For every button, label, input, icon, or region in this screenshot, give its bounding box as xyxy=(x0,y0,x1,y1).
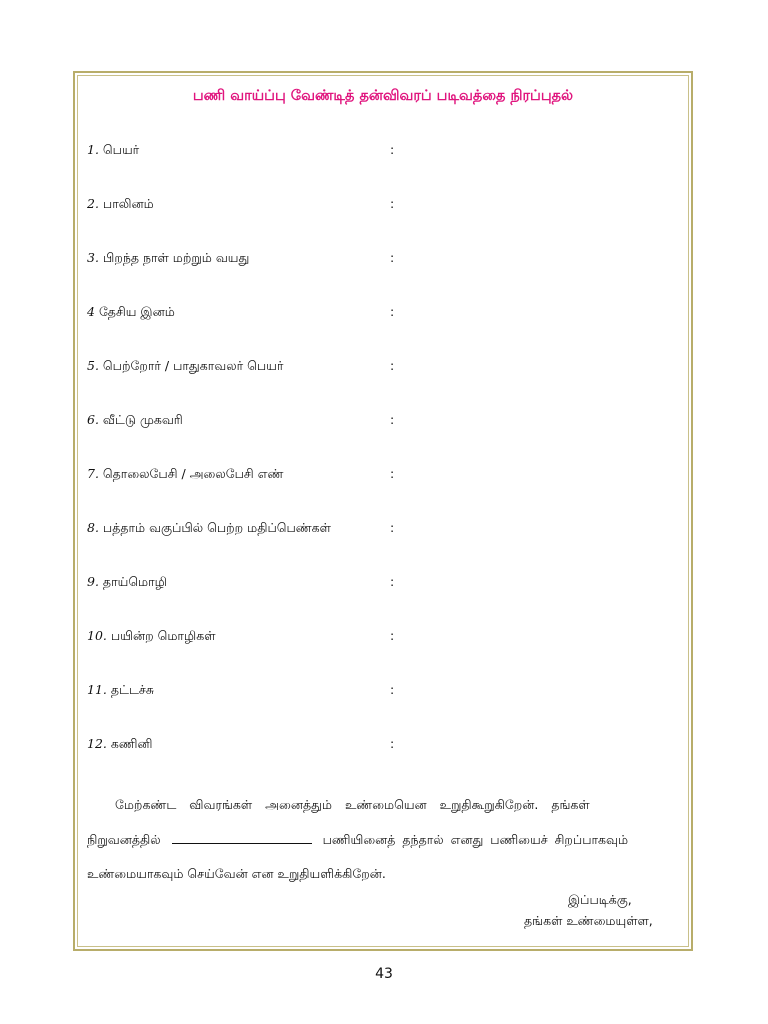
declaration-line-2-start: நிறுவனத்தில் xyxy=(87,832,161,847)
field-colon: : xyxy=(390,142,395,157)
field-label: 11. தட்டச்சு xyxy=(87,682,154,697)
declaration-line-2-end: பணியினைத் தந்தால் எனது பணியைச் சிறப்பாகவும் xyxy=(322,832,629,847)
field-row-marks xyxy=(87,518,507,538)
field-row-parent-name xyxy=(87,356,507,376)
page-number: 43 xyxy=(375,966,393,982)
field-colon: : xyxy=(390,736,395,751)
field-label: 2. பாலினம் xyxy=(87,196,154,211)
field-label: 8. பத்தாம் வகுப்பில் பெற்ற மதிப்பெண்கள் xyxy=(87,520,331,535)
field-row-typing xyxy=(87,680,507,700)
field-row-gender xyxy=(87,194,507,214)
field-row-languages xyxy=(87,626,507,646)
declaration-line-3: உண்மையாகவும் செய்வேன் என உறுதியளிக்கிறேன். xyxy=(87,866,386,881)
field-colon: : xyxy=(390,196,395,211)
field-colon: : xyxy=(390,520,395,535)
field-colon: : xyxy=(390,682,395,697)
declaration-line-2 xyxy=(87,832,684,849)
field-label: 9. தாய்மொழி xyxy=(87,574,167,589)
field-colon: : xyxy=(390,628,395,643)
field-label: 5. பெற்றோர் / பாதுகாவலர் பெயர் xyxy=(87,358,284,373)
field-label: 7. தொலைபேசி / அலைபேசி எண் xyxy=(87,466,284,481)
field-label: 1. பெயர் xyxy=(87,142,140,157)
company-name-blank xyxy=(172,833,312,844)
field-label: 4 தேசிய இனம் xyxy=(87,304,175,319)
field-label: 3. பிறந்த நாள் மற்றும் வயது xyxy=(87,250,250,265)
field-row-address xyxy=(87,410,507,430)
field-label: 6. வீட்டு முகவரி xyxy=(87,412,183,427)
field-colon: : xyxy=(390,412,395,427)
field-colon: : xyxy=(390,304,395,319)
closing-yours: இப்படிக்கு, xyxy=(568,892,632,907)
field-colon: : xyxy=(390,250,395,265)
form-title: பணி வாய்ப்பு வேண்டித் தன்விவரப் படிவத்தை நிரப்புதல் xyxy=(192,88,574,104)
field-row-mother-tongue xyxy=(87,572,507,592)
field-row-name xyxy=(87,140,507,160)
field-row-computer xyxy=(87,734,507,754)
field-label: 10. பயின்ற மொழிகள் xyxy=(87,628,216,643)
closing-faithfully: தங்கள் உண்மையுள்ள, xyxy=(524,913,653,928)
field-row-dob-age xyxy=(87,248,507,268)
field-colon: : xyxy=(390,358,395,373)
declaration-line-1: மேற்கண்ட விவரங்கள் அனைத்தும் உண்மையென உறுதிகூறுகிறேன். தங்கள் xyxy=(115,797,590,812)
field-label: 12. கணினி xyxy=(87,736,153,751)
field-row-nationality xyxy=(87,302,507,322)
field-row-phone xyxy=(87,464,507,484)
field-colon: : xyxy=(390,574,395,589)
field-colon: : xyxy=(390,466,395,481)
